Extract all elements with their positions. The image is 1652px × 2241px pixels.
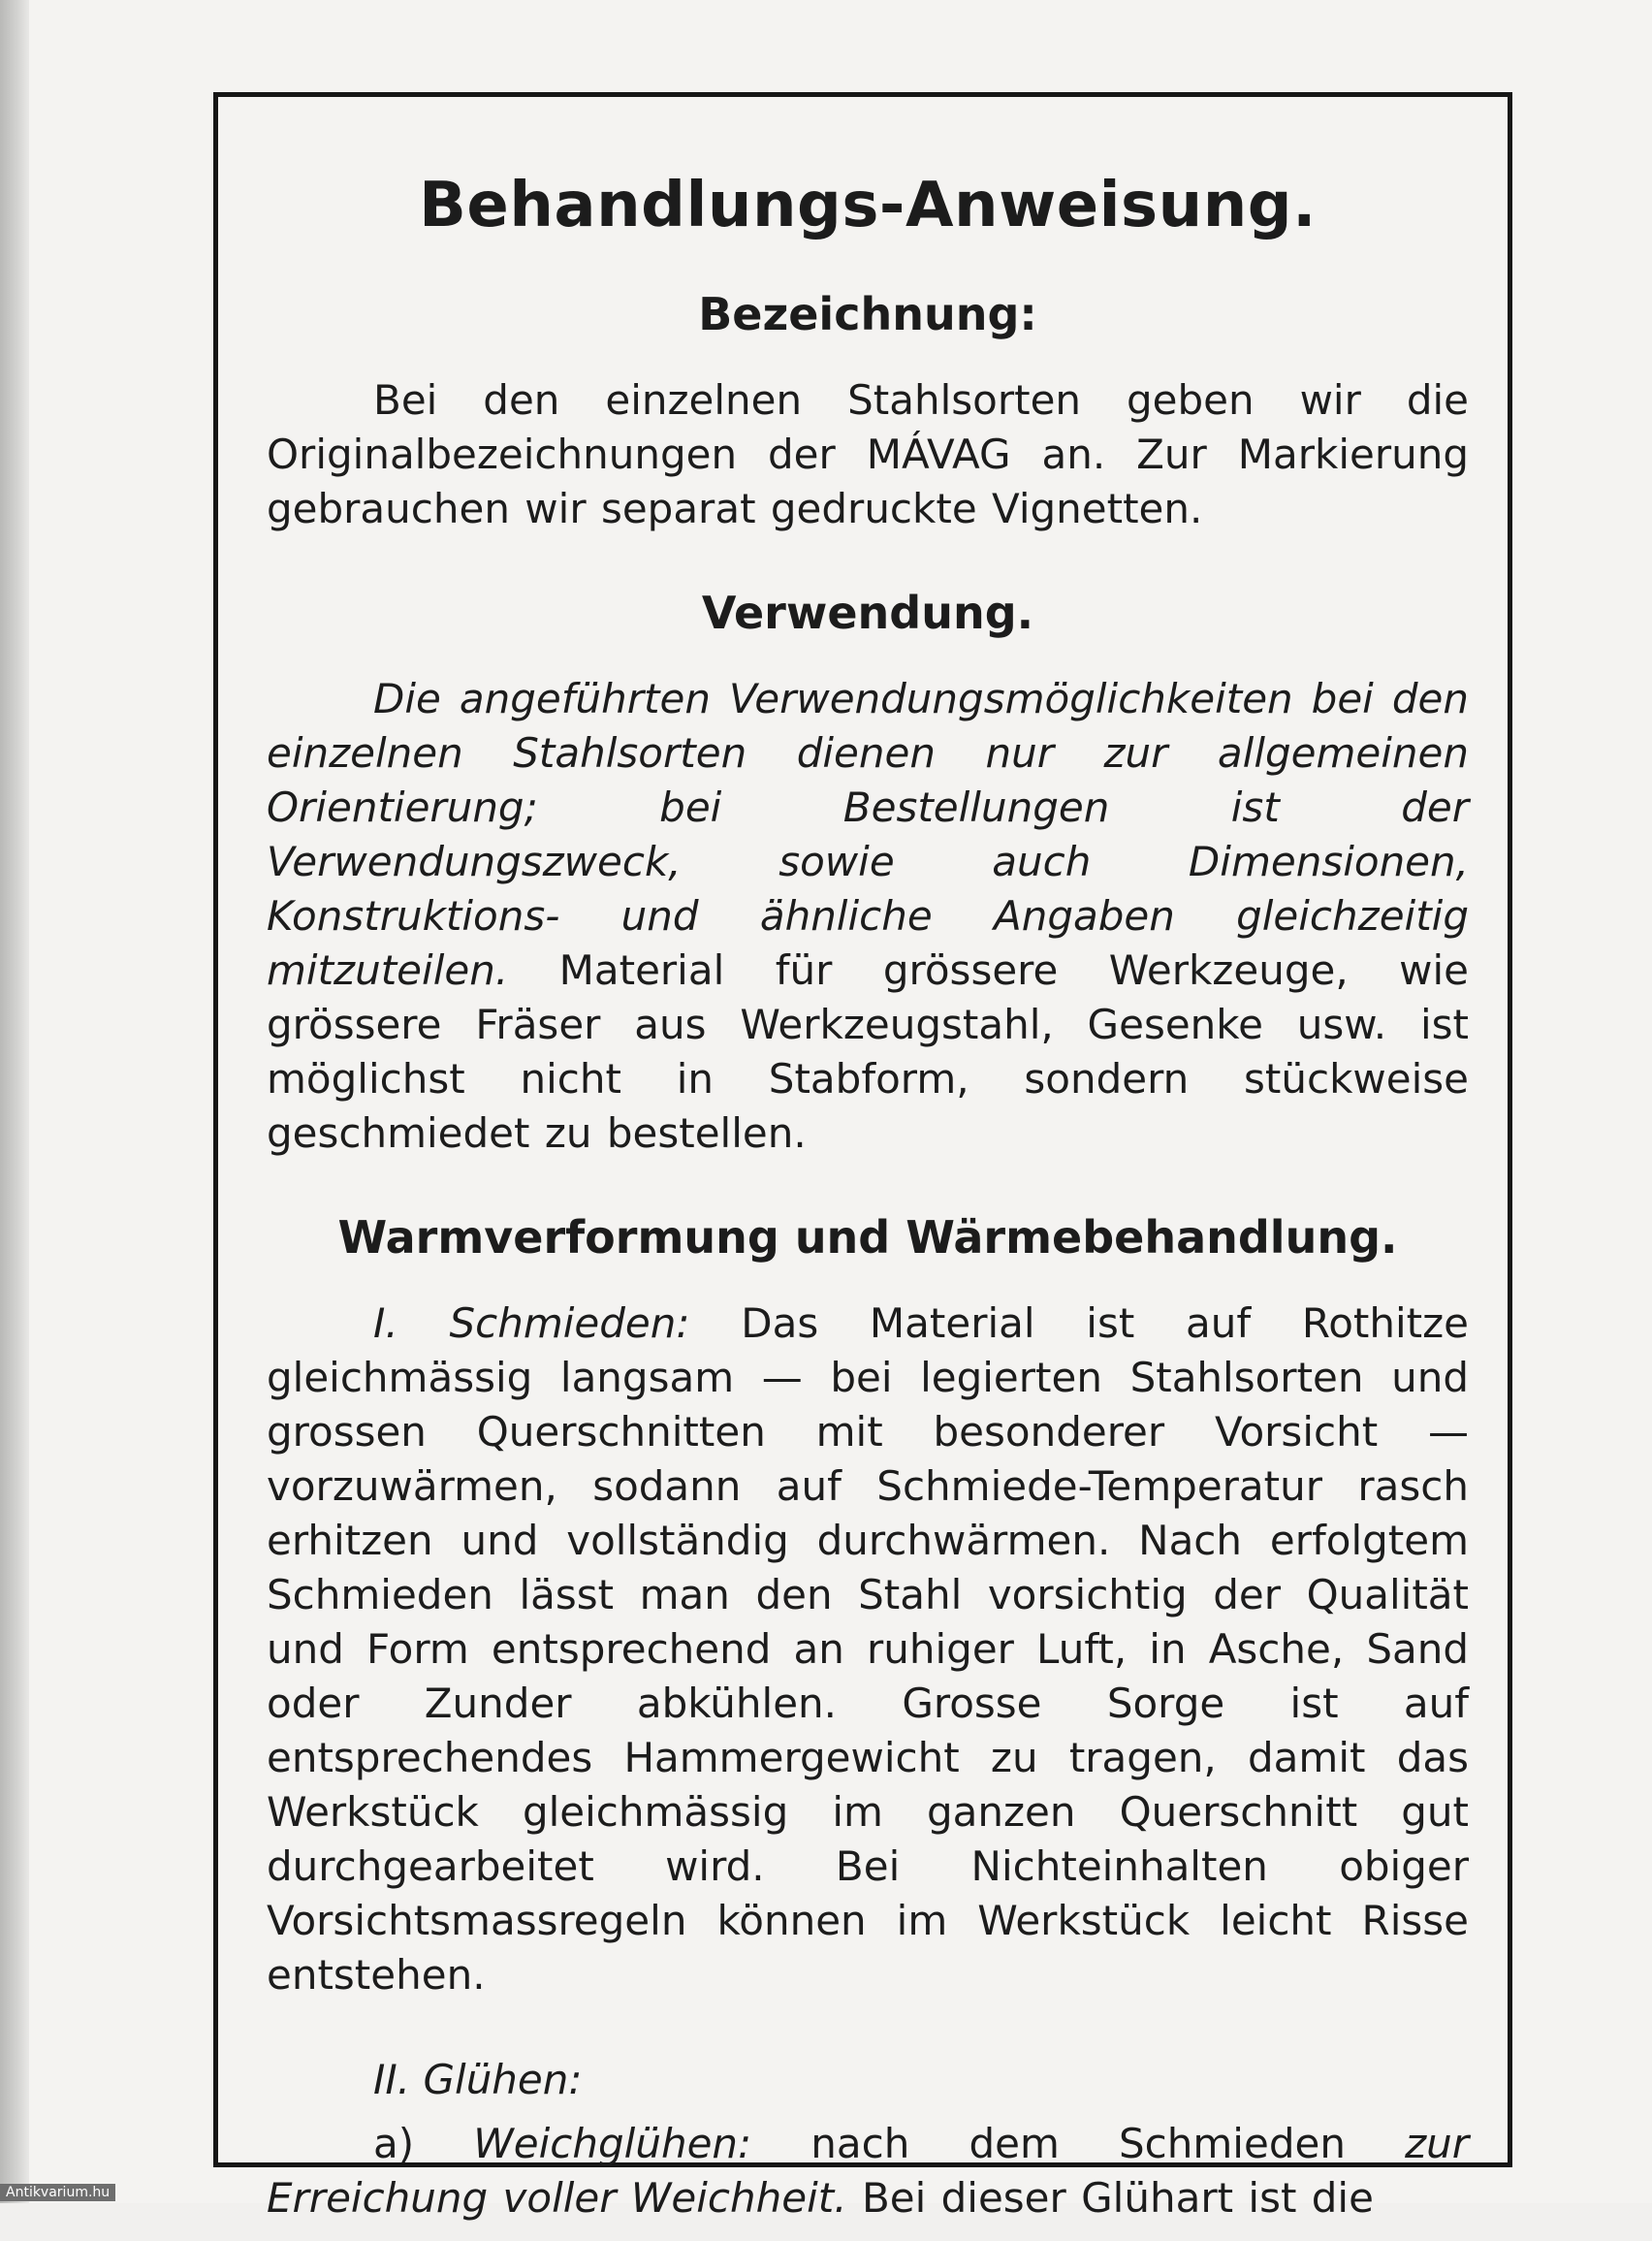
verwendung-italic-text: Die angeführten Verwendungsmöglichkeiten bei den einzelnen Stahlsorten dienen nur zur allgemeinen Orientierung; bei Bestellungen ist der Verwendungszweck, sowie auch Dimensionen, Konstruktions- und ähnliche Angaben gleichzeitig mitzuteilen. [267, 675, 1469, 994]
weich-prefix: a) [373, 2120, 474, 2167]
gluehen-label: II. Glühen: [373, 2056, 583, 2103]
paragraph-weichgluehen [267, 2117, 1469, 2225]
schmieden-label: I. Schmieden: [373, 1299, 690, 1347]
watermark: Antikvarium.hu [0, 2184, 115, 2201]
weich-italic: zur Erreichung voller Weichheit. [267, 2120, 1469, 2222]
weich-text-1: nach dem Schmieden [751, 2120, 1406, 2167]
schmieden-text: Das Material ist auf Rothitze gleichmässig langsam — bei legierten Stahlsorten und grossen Querschnitten mit besonderer Vorsicht — vorzuwärmen, sodann auf Schmiede-Temperatur rasch erhitzen und vollständig durchwärmen. Nach erfolgtem Schmieden lässt man den Stahl vorsichtig der Qualität und Form entsprechend an ruhiger Luft, in Asche, Sand oder Zunder abkühlen. Grosse Sorge ist auf entsprechendes Hammergewicht zu tragen, damit das Werkstück gleichmässig im ganzen Querschnitt gut durchgearbeitet wird. Bei Nichteinhalten obiger Vorsichtsmassregeln können im Werkstück leicht Risse entstehen. [267, 1299, 1469, 1999]
paragraph-schmieden [267, 1297, 1469, 2002]
document-title: Behandlungs-Anweisung. [419, 170, 1317, 241]
page-edge [0, 0, 29, 2203]
weich-label: Weichglühen: [473, 2120, 752, 2167]
heading-warmverformung: Warmverformung und Wärmebehandlung. [337, 1211, 1398, 1264]
heading-bezeichnung: Bezeichnung: [698, 288, 1037, 340]
paragraph-verwendung [267, 672, 1469, 1161]
heading-verwendung: Verwendung. [701, 587, 1034, 639]
paragraph-bezeichnung: Bei den einzelnen Stahlsorten geben wir die Originalbezeichnungen der MÁVAG an. Zur Markierung gebrauchen wir separat gedruckte Vignetten. [267, 376, 1469, 532]
weich-text-2: Bei dieser Glühart ist die [846, 2174, 1374, 2222]
document-body [267, 170, 1469, 2241]
verwendung-normal-text: Material für grössere Werkzeuge, wie grössere Fräser aus Werkzeugstahl, Gesenke usw. ist möglichst nicht in Stabform, sondern stückweise geschmiedet zu bestellen. [267, 946, 1469, 1157]
